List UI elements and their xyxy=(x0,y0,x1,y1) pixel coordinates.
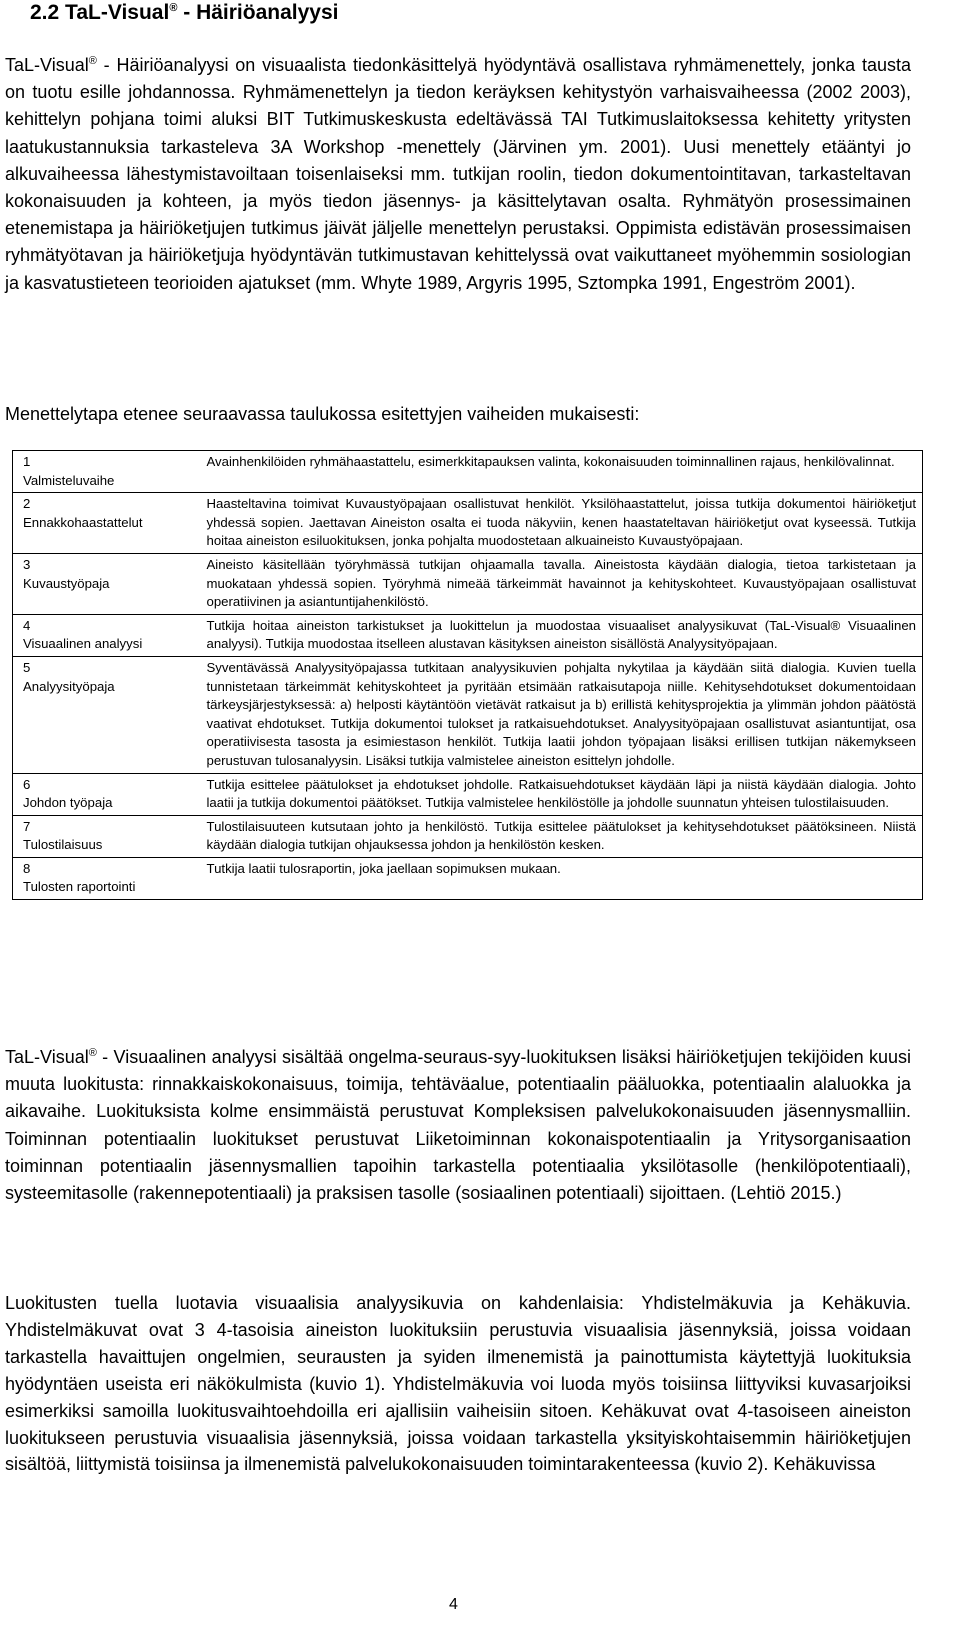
step-description: Avainhenkilöiden ryhmähaastattelu, esimerkkitapauksen valinta, kokonaisuuden toiminnallinen rajaus, henkilövalinnat. xyxy=(206,454,895,469)
step-number: 5 xyxy=(23,659,31,675)
step-phase-cell xyxy=(13,451,195,493)
table-intro: Menettelytapa etenee seuraavassa taulukossa esitettyjen vaiheiden mukaisesti: xyxy=(5,404,640,424)
analysis-lead: TaL-Visual xyxy=(5,1047,89,1067)
section-title-product: TaL-Visual xyxy=(65,1,170,24)
step-phase-cell xyxy=(13,815,195,857)
section-number: 2.2 xyxy=(30,1,60,24)
step-row xyxy=(13,553,923,614)
section-title-rest: - Häiriöanalyysi xyxy=(177,1,339,24)
step-name: Tulosten raportointi xyxy=(23,879,136,895)
step-row xyxy=(13,493,923,554)
figures-paragraph: Luokitusten tuella luotavia visuaalisia analyysikuvia on kahdenlaisia: Yhdistelmäkuvia ja Kehäkuvia. Yhdistelmäkuvat ovat 3 4-tasoisia aineiston luokituksiin perustuvia visuaalisia jäsennyksiä, joissa voidaan tarkastella havaittujen ongelmien, seurausten ja syiden ilmenemistä ja painottumista käytettyjä luokituksia hyödyntäen useista eri näkökulmista (kuvio 1). Yhdistelmäkuvia voi luoda myös toisiinsa liittyviksi kuvasarjoiksi esimerkiksi samoilla luokitusvaihtoehdoilla eri ajallisiin vaiheisiin sitoen. Kehäkuvat ovat 4-tasoiseen aineiston luokitukseen perustuvia visuaalisia jäsennyksiä, joissa voidaan tarkastella yksityiskohtaisemmin häiriöketjujen sisältöä, liittymistä toisiinsa ja ilmenemistä palvelukokonaisuuden toimintarakenteessa (kuvio 2). Kehäkuvissa xyxy=(5,1293,911,1475)
step-description: Tutkija esittelee päätulokset ja ehdotukset johdolle. Ratkaisuehdotukset käydään läpi ja niistä käydään dialogia. Johto laatii ja tutkija dokumentoi päätökset. Tutkija valmistelee henkilöstölle ja johdolle suunnatun yhteisen tulostilaisuuden. xyxy=(206,776,916,811)
step-phase-cell xyxy=(13,857,195,899)
step-description: Tutkija hoitaa aineiston tarkistukset ja luokittelun ja muodostaa visuaaliset analyysikuvat (TaL-Visual® Visuaalinen analyysi). Tutkija muodostaa itselleen alustavan käsityksen aineiston sisällöstä Analyysityöpajaan. xyxy=(206,617,916,652)
step-description-cell xyxy=(195,656,923,773)
step-description-cell xyxy=(195,815,923,857)
step-row xyxy=(13,773,923,815)
section-heading xyxy=(30,0,339,26)
registered-mark: ® xyxy=(88,55,97,67)
step-row xyxy=(13,614,923,656)
registered-mark: ® xyxy=(169,2,178,14)
registered-mark: ® xyxy=(88,1047,97,1059)
step-name: Tulostilaisuus xyxy=(23,837,103,853)
step-name: Johdon työpaja xyxy=(23,795,113,811)
step-row xyxy=(13,451,923,493)
step-phase-cell xyxy=(13,493,195,554)
step-row xyxy=(13,656,923,773)
intro-paragraph xyxy=(5,52,911,297)
step-number: 6 xyxy=(23,776,31,792)
step-description: Tutkija laatii tulosraportin, joka jaellaan sopimuksen mukaan. xyxy=(206,860,561,876)
intro-lead: TaL-Visual xyxy=(5,55,89,75)
step-description: Aineisto käsitellään työryhmässä tutkijan ohjaamalla tavalla. Aineistosta käydään dialogia, tietoa tarkistetaan ja muokataan yhdessä sopien. Työryhmä nimeää tärkeimmät havainnot ja kehityskohteet. Kuvaustyöpajaan osallistuvat operatiivinen ja asiantuntijahenkilöstö. xyxy=(206,556,916,610)
step-row xyxy=(13,815,923,857)
step-name: Kuvaustyöpaja xyxy=(23,575,110,591)
step-description-cell xyxy=(195,553,923,614)
step-name: Ennakkohaastattelut xyxy=(23,514,143,530)
step-description-cell xyxy=(195,451,923,493)
intro-text: - Häiriöanalyysi on visuaalista tiedonkäsittelyä hyödyntävä osallistava ryhmämenettely, jonka tausta on tuotu esille johdannossa. Ryhmämenettelyn ja tiedon keräyksen kehitystyön varhaisvaiheessa (2002 2003), kehittelyn pohjana toimi aluksi BIT Tutkimuskeskusta edeltävässä TAI Tutkimuslaitoksessa kehitetty yritysten laatukustannuksia tarkasteleva 3A Workshop -menettely (Järvinen ym. 2001). Uusi menettely etääntyi jo alkuvaiheessa lähestymistavoiltaan toisenlaiseksi mm. tutkijan roolin, tiedon dokumentointitavan, tarkasteltavan kokonaisuuden ja kohteen, ja myös tiedon jäsennys- ja käsittelytavan osalta. Ryhmätyön prosessimainen etenemistapa ja häiriöketjujen tutkimus jäivät jäljelle menettelyn perustaksi. Oppimista edistävän prosessimaisen ryhmätyötavan ja häiriöketjuja hyödyntävän tutkimustavan kehittelyssä ovat vaikuttaneet myöhemmin sosiologian ja kasvatustieteen teorioiden ajatukset (mm. Whyte 1989, Argyris 1995, Sztompka 1991, Engeström 2001). xyxy=(5,55,911,293)
analysis-paragraph xyxy=(5,1044,911,1207)
step-description-cell xyxy=(195,493,923,554)
step-row xyxy=(13,857,923,899)
step-number: 7 xyxy=(23,818,31,834)
step-number: 2 xyxy=(23,496,31,512)
step-number: 3 xyxy=(23,556,31,572)
step-phase-cell xyxy=(13,773,195,815)
analysis-text: - Visuaalinen analyysi sisältää ongelma-seuraus-syy-luokituksen lisäksi häiriöketjujen tekijöiden kuusi muuta luokitusta: rinnakkaiskokonaisuus, toimija, tehtäväalue, potentiaalin pääluokka, potentiaalin alaluokka ja aikavaihe. Luokituksista kolme ensimmäistä perustuvat Kompleksisen palvelukokonaisuuden jäsennysmalliin. Toiminnan potentiaalin luokitukset perustuvat Liiketoiminnan kokonaispotentiaalin ja Yritysorganisaation toiminnan potentiaalin jäsennysmallien tapoihin tarkastella potentiaalia yksilötasolle (henkilöpotentiaali), systeemitasolle (rakennepotentiaali) ja praksisen tasolle (sosiaalinen potentiaali) sijoittaen. (Lehtiö 2015.) xyxy=(5,1047,911,1204)
steps-table-body xyxy=(13,451,923,900)
step-number: 8 xyxy=(23,860,31,876)
step-name: Analyysityöpaja xyxy=(23,678,115,694)
step-phase-cell xyxy=(13,553,195,614)
step-description: Tulostilaisuuteen kutsutaan johto ja henkilöstö. Tutkija esittelee päätulokset ja kehitysehdotukset päätöksineen. Niistä käydään dialogia tutkijan ohjauksessa johdon ja henkilöstön kesken. xyxy=(206,818,916,853)
step-description-cell xyxy=(195,614,923,656)
method-steps-table xyxy=(12,450,923,900)
page-number: 4 xyxy=(449,1596,458,1613)
step-description-cell xyxy=(195,773,923,815)
step-name: Visuaalinen analyysi xyxy=(23,636,143,652)
step-number: 1 xyxy=(23,454,31,469)
step-description: Haasteltavina toimivat Kuvaustyöpajaan osallistuvat henkilöt. Yksilöhaastattelut, joissa tutkija dokumentoi häiriöketjut yhdessä sopien. Jaettavan Aineiston osalta ei tuoda näkyviin, kenen haastateltavan häiriöketjut ovat kyseessä. Tutkija hoitaa aineiston esiluokituksen, jonka pohjalta muodostetaan alkuaineisto Kuvaustyöpajaan. xyxy=(206,496,916,549)
step-phase-cell xyxy=(13,614,195,656)
step-number: 4 xyxy=(23,617,31,633)
step-description-cell xyxy=(195,857,923,899)
step-phase-cell xyxy=(13,656,195,773)
step-name: Valmisteluvaihe xyxy=(23,472,115,488)
step-description: Syventävässä Analyysityöpajassa tutkitaan analyysikuvien pohjalta nykytilaa ja käydään siitä dialogia. Kuvien tuella tunnistetaan tärkeimmät kehityskohteet ja pyritään etsimään ratkaisutapoja niille. Kehitysehdotukset dokumentoidaan tärkeysjärjestyksessä: a) helposti käytäntöön vietävät ratkaisut ja b) erillistä kehitysprojektia ja ylimmän johdon päätöstä vaativat ehdotukset. Tutkija dokumentoi tulokset ja ratkaisuehdotukset. Analyysityöpajaan osallistuvat asiantuntijat, osa operatiivisesta tasosta ja esimiestason henkilöt. Tutkija laatii johdon työpajaan lisäksi erillisen tutkijan näkemykseen perustuvan tulosanalyysin. Lisäksi tutkija valmistelee aineiston esittelyn johdolle. xyxy=(206,659,916,768)
